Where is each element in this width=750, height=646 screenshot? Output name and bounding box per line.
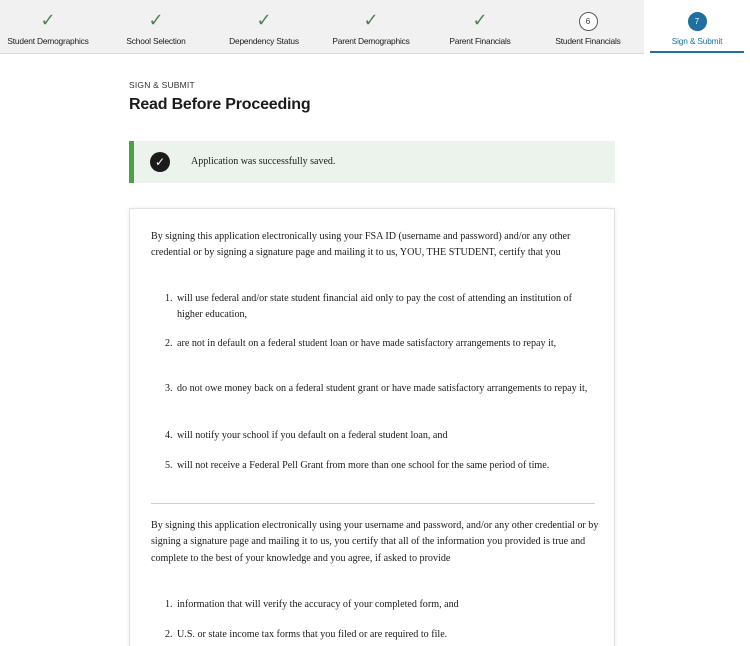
step-parent-financials[interactable] xyxy=(430,0,530,54)
step-student-demographics[interactable] xyxy=(0,0,96,54)
step-sign-and-submit[interactable] xyxy=(644,0,750,54)
section-eyebrow: SIGN & SUBMIT xyxy=(129,80,195,90)
list-text: will notify your school if you default on a federal student loan, and xyxy=(177,430,448,441)
list-item xyxy=(165,336,595,352)
step-dependency-status[interactable] xyxy=(214,0,314,54)
list-number: 3. xyxy=(165,383,173,394)
step-complete-check-icon: ✓ xyxy=(363,10,379,31)
certification-intro-student: By signing this application electronically using your FSA ID (username and password) and/or any other credential or by signing a signature page and mailing it to us, YOU, THE STUDENT, certify that you xyxy=(151,231,571,259)
list-item xyxy=(165,291,595,322)
progress-stepper xyxy=(0,0,750,54)
list-text: will not receive a Federal Pell Grant from more than one school for the same period of time. xyxy=(177,460,550,471)
list-text: will use federal and/or state student financial aid only to pay the cost of attending an institution of higher education, xyxy=(177,293,572,320)
list-text: U.S. or state income tax forms that you filed or are required to file. xyxy=(177,629,448,640)
list-item xyxy=(165,627,595,643)
list-number: 1. xyxy=(165,599,173,610)
step-number-7-icon: 7 xyxy=(685,11,709,31)
list-item xyxy=(165,381,595,397)
success-alert xyxy=(129,141,615,183)
list-text: do not owe money back on a federal student grant or have made satisfactory arrangements to repay it, xyxy=(177,383,588,394)
alert-message: Application was successfully saved. xyxy=(191,156,336,167)
check-circle-icon: ✓ xyxy=(150,152,170,172)
certification-card xyxy=(129,208,615,646)
step-complete-check-icon: ✓ xyxy=(40,10,56,31)
list-item xyxy=(165,597,595,613)
step-school-selection[interactable] xyxy=(106,0,206,54)
section-divider xyxy=(151,503,595,504)
step-label: Student Demographics xyxy=(7,36,89,46)
step-complete-check-icon: ✓ xyxy=(256,10,272,31)
step-parent-demographics[interactable] xyxy=(321,0,421,54)
list-text: are not in default on a federal student loan or have made satisfactory arrangements to repay it, xyxy=(177,338,557,349)
certification-intro-accuracy: By signing this application electronically using your username and password, and/or any other credential or by signing a signature page and mailing it to us, you certify that all of the information you provided is true and complete to the best of your knowledge and you agree, if asked to provide xyxy=(151,520,599,564)
step-label: Dependency Status xyxy=(229,36,299,46)
step-number-6-icon: 6 xyxy=(576,11,600,31)
list-number: 4. xyxy=(165,430,173,441)
step-label: Student Financials xyxy=(555,36,621,46)
list-item xyxy=(165,458,595,474)
step-complete-check-icon: ✓ xyxy=(148,10,164,31)
list-number: 2. xyxy=(165,338,173,349)
active-step-underline xyxy=(650,51,744,53)
step-student-financials[interactable] xyxy=(538,0,638,54)
step-label: Sign & Submit xyxy=(671,36,723,46)
step-complete-check-icon: ✓ xyxy=(472,10,488,31)
list-number: 2. xyxy=(165,629,173,640)
step-label: Parent Financials xyxy=(449,36,511,46)
page-title: Read Before Proceeding xyxy=(129,96,311,113)
list-text: information that will verify the accuracy of your completed form, and xyxy=(177,599,459,610)
step-label: School Selection xyxy=(126,36,186,46)
list-number: 5. xyxy=(165,460,173,471)
step-label: Parent Demographics xyxy=(332,36,410,46)
list-number: 1. xyxy=(165,293,173,304)
list-item xyxy=(165,428,595,444)
